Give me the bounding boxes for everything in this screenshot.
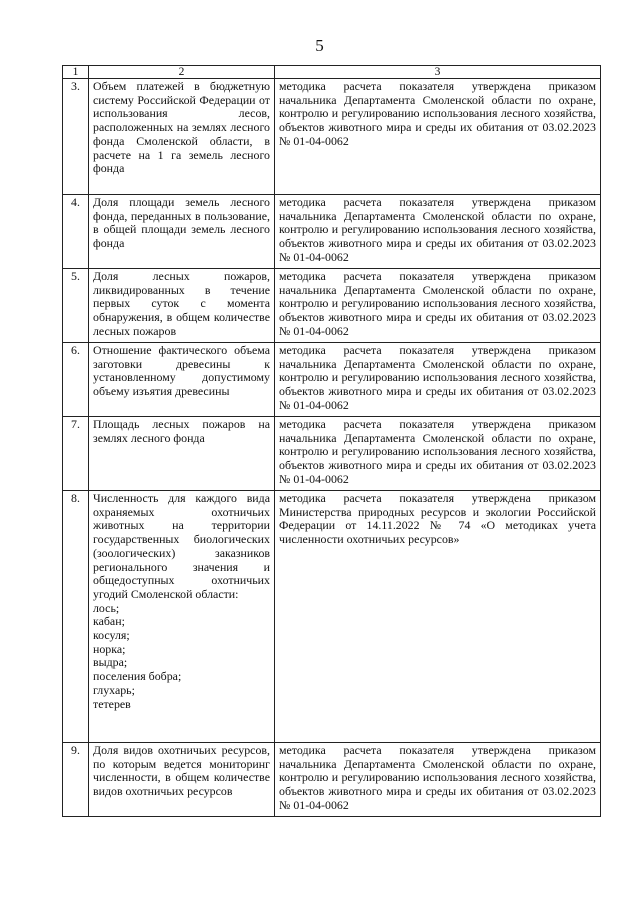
indicator-name: Отношение фактического объема заготовки древесины к установленному допустимому объему изъятия древесины [93,343,270,399]
indicator-cell [89,195,275,269]
table-row [63,743,601,817]
header-col-1: 1 [63,66,89,79]
indicator-name: Доля видов охотничьих ресурсов, по которым ведется мониторинг численности, в общем количестве видов охотничьих ресурсов [93,743,270,799]
indicator-sub-item: норка; [93,641,126,656]
methodology-cell: методика расчета показателя утверждена приказом начальника Департамента Смоленской области по охране, контролю и регулированию использования лесного хозяйства, объектов животного мира и среды их обитания от 03.02.2023 № 01-04-0062 [275,743,601,817]
methodology-cell: методика расчета показателя утверждена приказом начальника Департамента Смоленской области по охране, контролю и регулированию использования лесного хозяйства, объектов животного мира и среды их обитания от 03.02.2023 № 01-04-0062 [275,343,601,417]
indicator-cell [89,491,275,743]
indicator-sub-item: тетерев [93,696,131,711]
indicators-table [62,65,601,817]
table-row [63,269,601,343]
indicator-name: Доля площади земель лесного фонда, переданных в пользование, в общей площади земель лесного фонда [93,195,270,251]
table-header-row [63,66,601,79]
methodology-cell: методика расчета показателя утверждена приказом начальника Департамента Смоленской области по охране, контролю и регулированию использования лесного хозяйства, объектов животного мира и среды их обитания от 03.02.2023 № 01-04-0062 [275,79,601,195]
page-number: 5 [315,36,324,55]
table-row [63,195,601,269]
indicator-cell [89,343,275,417]
methodology-cell: методика расчета показателя утверждена приказом начальника Департамента Смоленской области по охране, контролю и регулированию использования лесного хозяйства, объектов животного мира и среды их обитания от 03.02.2023 № 01-04-0062 [275,417,601,491]
methodology-cell: методика расчета показателя утверждена приказом начальника Департамента Смоленской области по охране, контролю и регулированию использования лесного хозяйства, объектов животного мира и среды их обитания от 03.02.2023 № 01-04-0062 [275,195,601,269]
row-number: 4. [63,195,89,269]
indicator-sub-item: поселения бобра; [93,669,182,684]
indicator-name: Площадь лесных пожаров на землях лесного фонда [93,417,270,445]
indicator-sub-item: кабан; [93,614,125,629]
indicator-name: Объем платежей в бюджетную систему Российской Федерации от использования лесов, расположенных на землях лесного фонда Смоленской области, в расчете на 1 га земель лесного фонда [93,79,270,176]
row-number: 7. [63,417,89,491]
methodology-cell: методика расчета показателя утверждена приказом Министерства природных ресурсов и экологии Российской Федерации от 14.11.2022 № 74 «О методиках учета численности охотничьих ресурсов» [275,491,601,743]
row-number: 8. [63,491,89,743]
indicator-sub-item: косуля; [93,628,130,643]
row-number: 5. [63,269,89,343]
methodology-cell: методика расчета показателя утверждена приказом начальника Департамента Смоленской области по охране, контролю и регулированию использования лесного хозяйства, объектов животного мира и среды их обитания от 03.02.2023 № 01-04-0062 [275,269,601,343]
indicator-sub-item: выдра; [93,655,128,670]
table-row [63,491,601,743]
header-col-3: 3 [275,66,601,79]
row-number: 6. [63,343,89,417]
indicator-cell [89,743,275,817]
table-row [63,343,601,417]
table-row [63,417,601,491]
indicator-sub-item: лось; [93,600,120,615]
indicator-name: Доля лесных пожаров, ликвидированных в течение первых суток с момента обнаружения, в общем количестве лесных пожаров [93,269,270,338]
indicator-sub-item: глухарь; [93,682,135,697]
row-number: 3. [63,79,89,195]
header-col-2: 2 [89,66,275,79]
indicator-name: Численность для каждого вида охраняемых охотничьих животных на территории государственных биологических (зоологических) заказников регионального значения и общедоступных охотничьих угодий Смоленской области: [93,491,270,601]
table-row [63,79,601,195]
indicator-cell [89,417,275,491]
indicator-cell [89,269,275,343]
indicator-cell [89,79,275,195]
row-number: 9. [63,743,89,817]
